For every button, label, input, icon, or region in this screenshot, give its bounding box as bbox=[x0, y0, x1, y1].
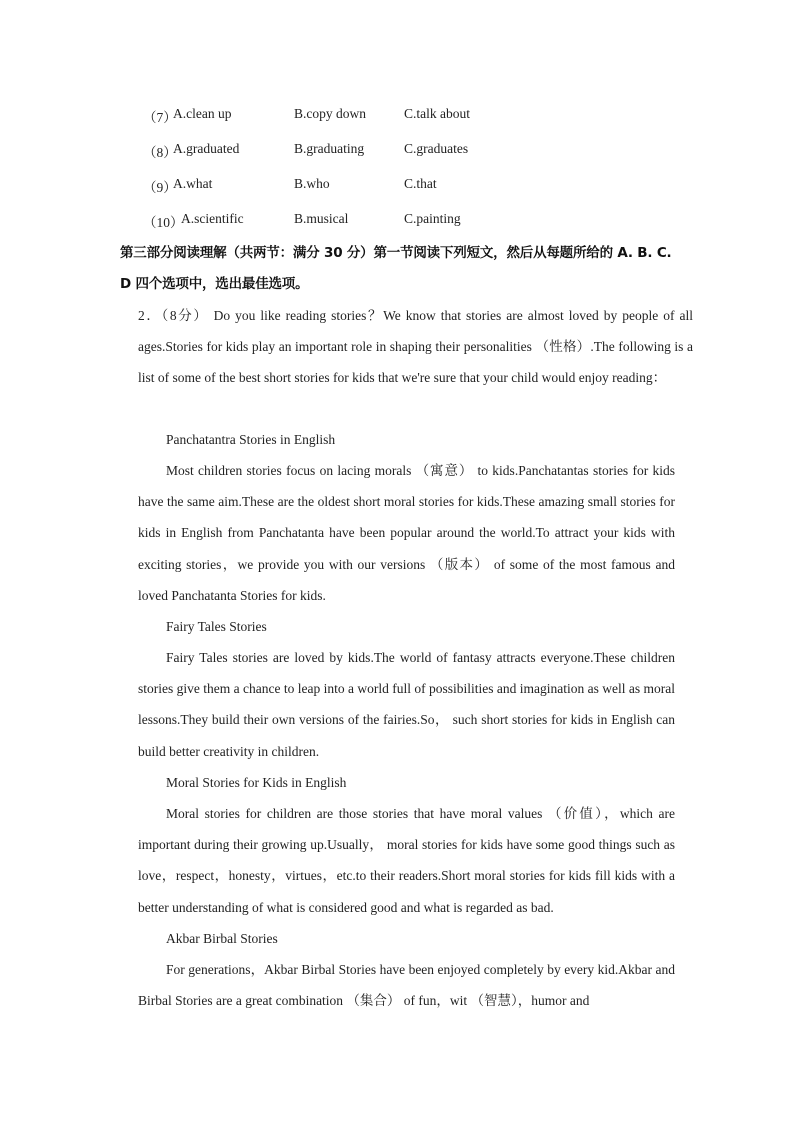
question-intro-paragraph bbox=[120, 300, 693, 394]
option-b: B.graduating bbox=[294, 141, 365, 156]
question-block bbox=[120, 300, 694, 394]
question-number: 2． bbox=[138, 308, 162, 323]
question-points: （8分） bbox=[161, 308, 209, 323]
section-body bbox=[138, 642, 675, 767]
option-row-9 bbox=[143, 176, 703, 198]
option-number: （10） bbox=[143, 215, 184, 230]
option-row-10 bbox=[143, 211, 703, 233]
option-b: B.who bbox=[294, 176, 330, 191]
section-heading: 第三部分阅读理解（共两节：满分 30 分）第一节阅读下列短文，然后从每题所给的 A. B. C. D 四个选项中，选出最佳选项。 bbox=[120, 245, 672, 292]
option-c: C.painting bbox=[404, 211, 461, 226]
option-number: （7） bbox=[143, 110, 177, 125]
section-title: Panchatantra Stories in English bbox=[166, 432, 336, 447]
section-title: Moral Stories for Kids in English bbox=[166, 775, 347, 790]
option-c: C.talk about bbox=[404, 106, 470, 121]
section-body-text: For generations，Akbar Birbal Stories have been enjoyed completely by every kid.Akbar and Birbal Stories are a great combination （集合） of fun，wit （智慧），humor and bbox=[138, 962, 675, 1009]
option-row-7 bbox=[143, 106, 703, 128]
option-number: （8） bbox=[143, 145, 177, 160]
section-body bbox=[138, 455, 675, 611]
option-number: （9） bbox=[143, 180, 177, 195]
option-a: A.graduated bbox=[173, 141, 240, 156]
option-b: B.copy down bbox=[294, 106, 366, 121]
question-intro: Do you like reading stories？We know that stories are almost loved by people of all ages.Stories for kids play an important role in shaping their personalities （性格）.The following is a list of some of the best short stories for kids that we're sure that your child would enjoy reading： bbox=[138, 308, 694, 386]
section-body-text: Moral stories for children are those stories that have moral values （价值），which are important during their growing up.Usually， moral stories for kids have some good things such as love，respect，honesty，virtues，etc.to their readers.Short moral stories for kids fill kids with a better understanding of what is considered good and what is regarded as bad. bbox=[138, 806, 675, 915]
option-a: A.what bbox=[173, 176, 213, 191]
section-body bbox=[138, 954, 675, 1016]
section-body-text: Fairy Tales stories are loved by kids.The world of fantasy attracts everyone.These children stories give them a chance to leap into a world full of possibilities and imagination as well as moral lessons.They build their own versions of the fairies.So， such short stories for kids in English can build better creativity in children. bbox=[138, 650, 675, 759]
section-body-text: Most children stories focus on lacing morals （寓意） to kids.Panchatantas stories for kids have the same aim.These are the oldest short moral stories for kids.These amazing small stories for kids in English from Panchatanta have been popular around the world.To attract your kids with exciting stories，we provide you with our versions （版本） of some of the most famous and loved Panchatanta Stories for kids. bbox=[138, 463, 675, 603]
section-body bbox=[138, 798, 675, 923]
option-c: C.graduates bbox=[404, 141, 469, 156]
option-c: C.that bbox=[404, 176, 437, 191]
option-a: A.clean up bbox=[173, 106, 232, 121]
option-row-8 bbox=[143, 141, 703, 163]
option-a: A.scientific bbox=[181, 211, 244, 226]
section-title: Fairy Tales Stories bbox=[166, 619, 267, 634]
option-b: B.musical bbox=[294, 211, 349, 226]
section-title: Akbar Birbal Stories bbox=[166, 931, 278, 946]
